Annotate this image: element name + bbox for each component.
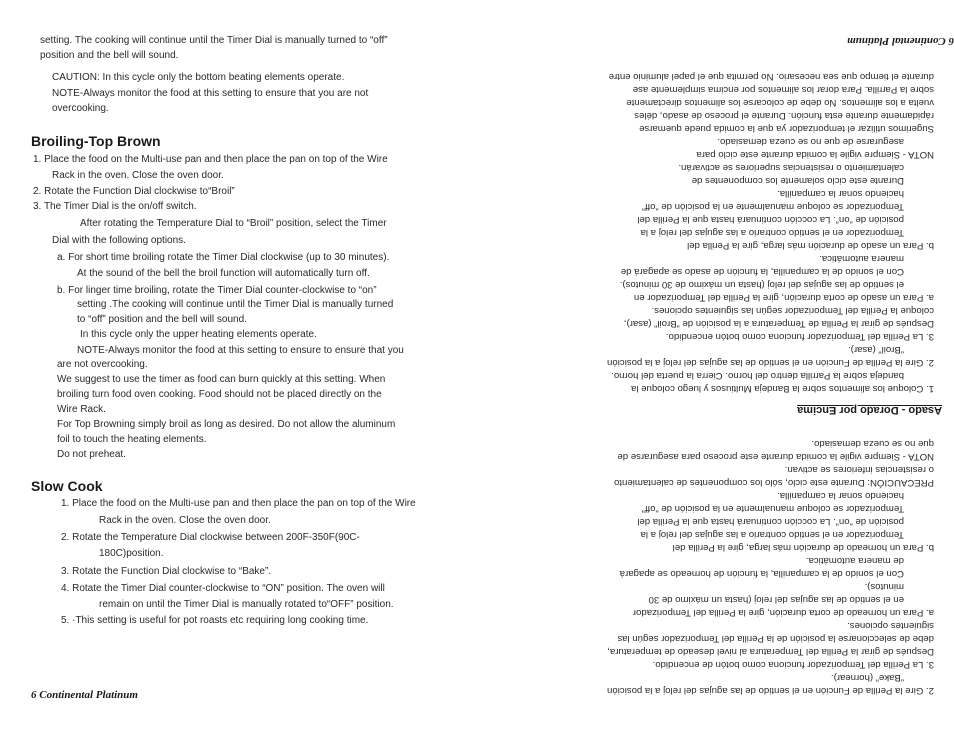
spanish-line: sobre la Parrilla. Para dorar los alimentos por encima simplemente ase <box>632 84 934 95</box>
right-page <box>477 0 954 738</box>
spanish-line: a. Para un horneado de corta duración, gire la Perilla del Temporizador <box>632 607 934 618</box>
upside-down-spanish-text <box>477 0 954 738</box>
spanish-line: siguientes opciones. <box>847 620 934 631</box>
spanish-line: de manera automática. <box>805 555 904 566</box>
caution-text: CAUTION: In this cycle only the bottom beating elements operate. <box>52 72 345 83</box>
broiling-line: a. For short time broiling rotate the Timer Dial clockwise (up to 30 minutes). <box>57 252 390 263</box>
page-footer: 6 Continental Platinum <box>31 689 138 701</box>
slow-cook-line: Rack in the oven. Close the oven door. <box>99 515 271 526</box>
slow-cook-line: 2. Rotate the Temperature Dial clockwise between 200F-350F(90C- <box>61 532 360 543</box>
slow-cook-line: 5. ·This setting is useful for pot roasts etc requiring long cooking time. <box>61 615 369 626</box>
spanish-line: Temporizador en el sentido contrario a las agujas del reloj a la <box>640 227 904 238</box>
spanish-line: Sugerimos utilizar el temporizador ya que la comida puede quemarse <box>639 123 934 134</box>
broiling-line: 2. Rotate the Function Dial clockwise to“Broil” <box>33 186 235 197</box>
spanish-line: el sentido de las agujas del reloj (hasta un máximo de 30 minutos). <box>619 279 904 290</box>
broiling-line: to “off” position and the bell will sound. <box>77 314 247 325</box>
broiling-line: NOTE-Always monitor the food at this setting to ensure to ensure that you <box>77 345 404 356</box>
section-heading-asado: Asado - Dorado por Encima <box>797 404 942 416</box>
broiling-line: For Top Browning simply broil as long as desired. Do not allow the aluminum <box>57 419 396 430</box>
broiling-line: Do not preheat. <box>57 449 126 460</box>
spanish-line: a. Para un asado de corta duración, gire la Perilla del Temporizador en <box>633 292 934 303</box>
page-footer: 6 Continental Platinum <box>847 35 954 47</box>
spanish-line: calentamiento o resistencias superiores se activarán. <box>678 162 904 173</box>
spanish-line: coloque la Perilla del Temporizador según las siguientes opciones. <box>651 305 934 316</box>
broiling-line: are not overcooking. <box>57 359 148 370</box>
spanish-line: Temporizador se coloque manualmente en la posición de “off” <box>641 201 904 212</box>
section-heading-slow-cook: Slow Cook <box>31 478 103 494</box>
spanish-line: Temporizador se coloque manualmente en la posición de “off” <box>641 503 904 514</box>
spanish-line: 2. Gire la Perilla de Función en el sentido de las agujas del reloj a la posición <box>607 357 934 368</box>
section-heading-broiling: Broiling-Top Brown <box>31 133 161 149</box>
spanish-line: Durante este ciclo solamente los componentes de <box>691 175 904 186</box>
broiling-line: Wire Rack. <box>57 404 106 415</box>
broiling-line: Dial with the following options. <box>52 235 186 246</box>
spanish-line: Temporizador en el sentido contrario a las agujas del reloj a la <box>640 529 904 540</box>
spanish-line: asegurarse de que no se cueza demasiado. <box>717 136 904 147</box>
spanish-line: “Broil” (asar). <box>848 344 904 355</box>
note-text: overcooking. <box>52 103 109 114</box>
spanish-line: b. Para un horneado de duración más larga, gire la Perilla del <box>672 542 934 553</box>
spanish-line: bandeja sobre la Parrilla dentro del horno. Cierra la puerta del horno. <box>611 370 904 381</box>
spanish-line: debe de seleccionarse la posición de la Perilla del Temporizador según las <box>617 633 934 644</box>
spanish-line: Con el sonido de la campanilla, la función de asado se apagará de <box>620 266 904 277</box>
spanish-line: NOTA - Siempre vigile la comida durante este proceso para asegurarse de <box>617 451 934 462</box>
spanish-line: b. Para un asado de duración más larga, gire la Perilla del <box>687 240 934 251</box>
spanish-line: 3. La Perilla del Temporizador funciona como botón encendido. <box>665 331 934 342</box>
slow-cook-line: remain on until the Timer Dial is manually rotated to“OFF” position. <box>99 599 394 610</box>
broiling-line: We suggest to use the timer as food can burn quickly at this setting. When <box>57 374 386 385</box>
note-text: NOTE-Always monitor the food at this setting to ensure that you are not <box>52 88 369 99</box>
spanish-line: Después de girar la Perilla del Temperatura al nivel deseado de temperatura, <box>607 646 934 657</box>
slow-cook-line: 4. Rotate the Timer Dial counter-clockwise to “ON” position. The oven will <box>61 583 385 594</box>
broiling-line: In this cycle only the upper heating elements operate. <box>80 329 317 340</box>
broiling-line: At the sound of the bell the broil function will automatically turn off. <box>77 268 370 279</box>
spanish-line: rápidamente durante esta función. Durante el proceso de asado, déles <box>634 110 934 121</box>
spanish-line: PRECAUCIÓN: Durante este ciclo, sólo los componentes de calentamiento <box>614 477 934 488</box>
slow-cook-line: 1. Place the food on the Multi-use pan and then place the pan on top of the Wire <box>61 498 416 509</box>
intro-line: setting. The cooking will continue until the Timer Dial is manually turned to “off” <box>40 35 388 46</box>
broiling-line: 1. Place the food on the Multi-use pan and then place the pan on top of the Wire <box>33 154 388 165</box>
spanish-line: 1. Coloque los alimentos sobre la Bandeja Multiusos y luego coloque la <box>631 383 934 394</box>
spanish-line: haciendo sonar la campanilla. <box>777 490 904 501</box>
broiling-line: broiling turn food oven cooking. Food should not be placed directly on the <box>57 389 382 400</box>
spanish-line: durante el tiempo que sea necesario. No permita que el papel aluminio entre <box>608 71 934 82</box>
broiling-line: 3. The Timer Dial is the on/off switch. <box>33 201 197 212</box>
spanish-line: Con el sonido de la campanilla, la función de horneado se apagará <box>619 568 904 579</box>
broiling-line: setting .The cooking will continue until the Timer Dial is manually turned <box>77 299 394 310</box>
broiling-line: foil to touch the heating elements. <box>57 434 207 445</box>
spanish-line: que no se cueza demasiado. <box>811 438 934 449</box>
spanish-line: “Bake” (hornear). <box>830 672 904 683</box>
broiling-line: Rack in the oven. Close the oven door. <box>52 170 224 181</box>
intro-line: position and the bell will sound. <box>40 50 179 61</box>
spanish-line: minutos). <box>864 581 904 592</box>
spanish-line: posición de “on”. La cocción continuará hasta que la Perilla del <box>637 214 904 225</box>
spanish-line: en el sentido de las agujas del reloj (hasta un máximo de 30 <box>648 594 904 605</box>
spanish-line: Después de girar la Perilla de Temperatura a la posición de “Broil” (asar), <box>623 318 934 329</box>
slow-cook-line: 180C)position. <box>99 548 164 559</box>
spanish-line: manera automática. <box>819 253 904 264</box>
spanish-line: posición de “on”. La cocción continuará hasta que la Perilla del <box>637 516 904 527</box>
broiling-line: After rotating the Temperature Dial to “Broil” position, select the Timer <box>80 218 387 229</box>
spanish-line: vuelta a los alimentos. No debe de colocarse los alimentos directamente <box>626 97 934 108</box>
spanish-line: haciendo sonar la campanilla. <box>777 188 904 199</box>
spanish-line: 2. Gire la Perilla de Función en el sentido de las agujas del reloj a la posición <box>607 685 934 696</box>
spanish-line: o resistencias inferiores se activan. <box>784 464 934 475</box>
spanish-line: 3. La Perilla del Temporizador funciona como botón de encendido. <box>652 659 934 670</box>
slow-cook-line: 3. Rotate the Function Dial clockwise to “Bake”. <box>61 566 272 577</box>
spanish-line: NOTA - Siempre vigile la comida durante este ciclo para <box>696 149 934 160</box>
broiling-line: b. For linger time broiling, rotate the Timer Dial counter-clockwise to “on” <box>57 285 377 296</box>
